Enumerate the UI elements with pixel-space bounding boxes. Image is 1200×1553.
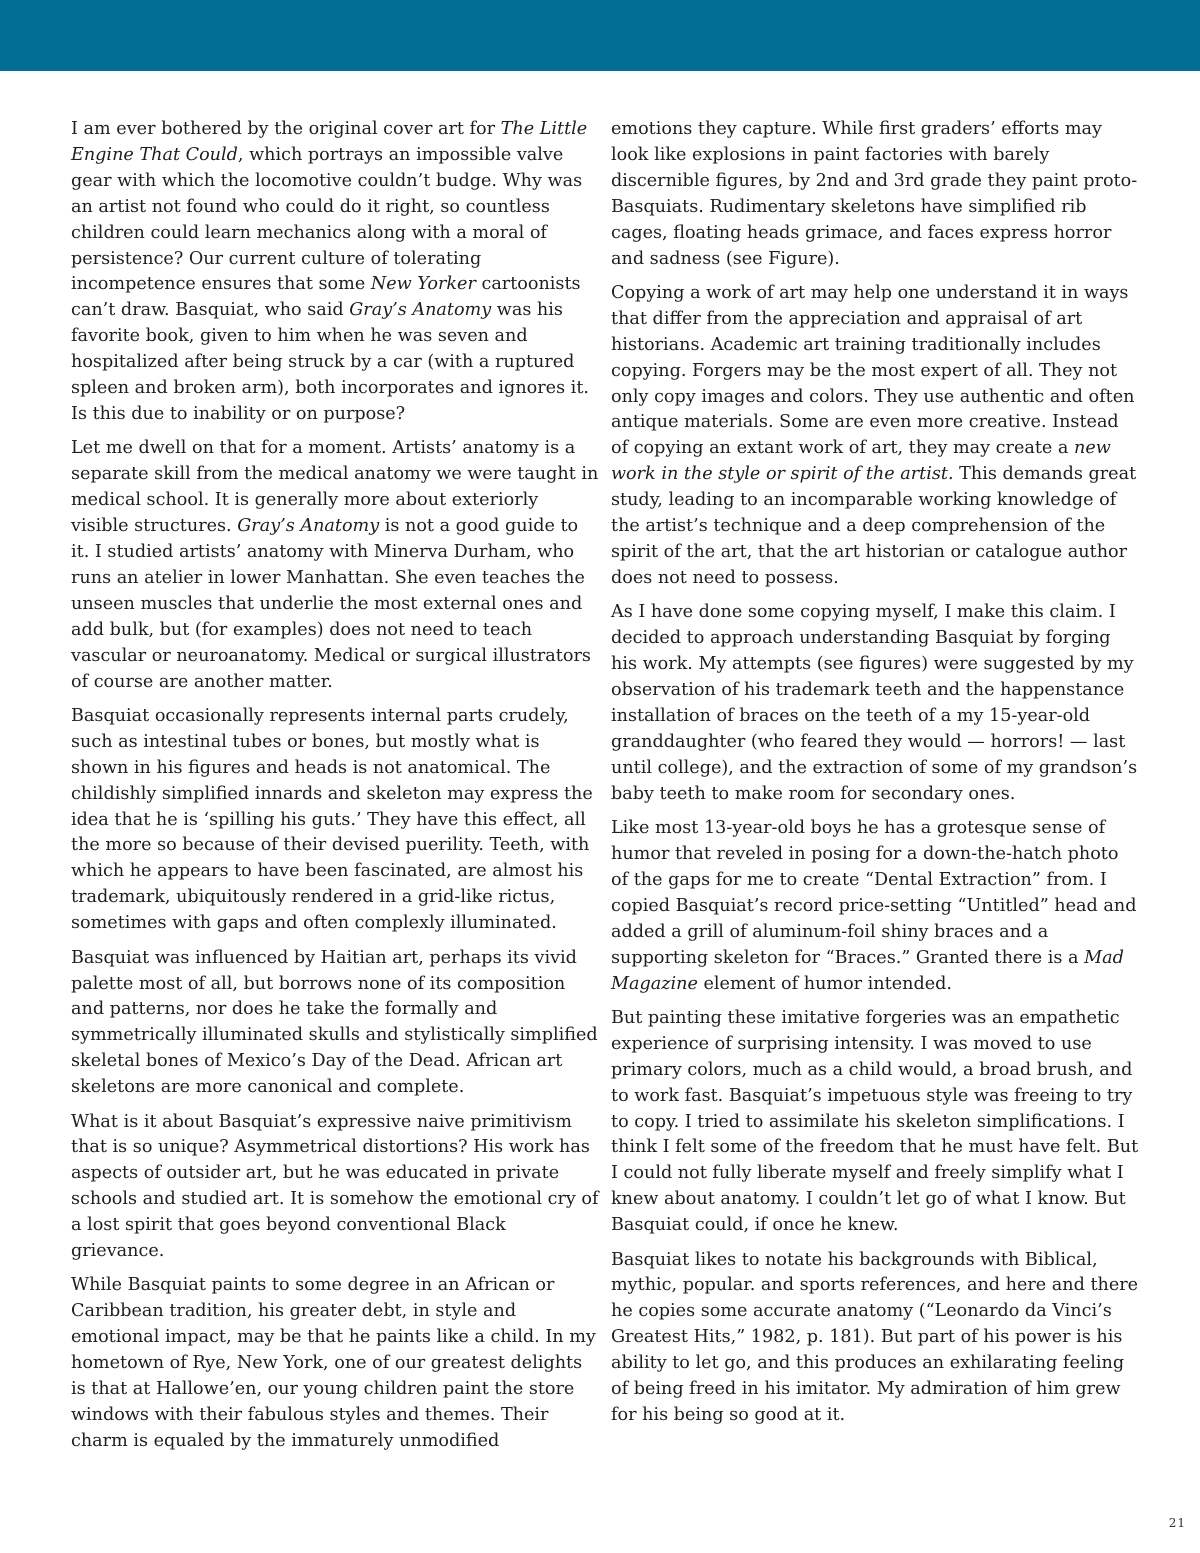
text-run: is not a good guide to it. I studied artists’ anatomy with Minerva Durham, who runs an atelier in lower Manhattan. She even teaches the unseen muscles that underlie the most external ones and add bulk, but (for examples) does not need to teach vascular or neuroanatomy. Medical or surgical illustrators of course are another matter. (71, 516, 591, 692)
text-run: As I have done some copying myself, I make this claim. I decided to approach understanding Basquiat by forging his work. My attempts (see figures) were suggested by my observation of his trademark teeth and the happenstance installation of braces on the teeth of a my 15-year-old granddaughter (who feared they would — horrors! — last until college), and the extraction of some of my grandson’s baby teeth to make room for secondary ones. (611, 602, 1138, 804)
text-run: Let me dwell on that for a moment. Artists’ anatomy is a separate skill from the medical anatomy we were taught in medical school. It is generally more about exteriorly visible structures. (71, 438, 599, 537)
left-column (71, 117, 599, 1463)
italic-text: Gray’s Anatomy (349, 300, 492, 321)
paragraph (611, 816, 1139, 997)
italic-text: new work in the style or spirit of the artist (611, 438, 1111, 485)
text-run: I am ever bothered by the original cover art for (71, 119, 501, 139)
text-run: element of humor intended. (697, 973, 952, 994)
text-run: But painting these imitative forgeries was an empathetic experience of surprising intensity. I was moved to use primary colors, much as a child would, a broad brush, and to work fast. Basquiat’s impetuous style was freeing to try to copy. I tried to assimilate his skeleton simplifications. I think I felt some of the freedom that he must have felt. But I could not fully liberate myself and freely simplify what I knew about anatomy. I couldn’t let go of what I know. But Basquiat could, if once he knew. (611, 1007, 1139, 1236)
text-run: What is it about Basquiat’s expressive naive primitivism that is so unique? Asymmetrical distortions? His work has aspects of outsider art, but he was educated in private schools and studied art. It is somehow the emotional cry of a lost spirit that goes beyond conventional Black grievance. (71, 1111, 599, 1262)
text-run: , which portrays an impossible valve gear with which the locomotive couldn’t budge. Why was an artist not found who could do it right, so countless children could learn mechanics along with a moral of persistence? Our current culture of tolerating incompetence ensures that some (71, 144, 583, 295)
text-run: While Basquiat paints to some degree in an African or Caribbean tradition, his greater debt, in style and emotional impact, may be that he paints like a child. In my hometown of Rye, New York, one of our greatest delights is that at Hallowe’en, our young children paint the store windows with their fabulous styles and themes. Their charm is equaled by the immaturely unmodified (71, 1275, 596, 1451)
text-run: . This demands great study, leading to an incomparable working knowledge of the artist’s technique and a deep comprehension of the spirit of the art, that the art historian or catalogue author does not need to possess. (611, 464, 1137, 588)
right-column (611, 117, 1139, 1437)
italic-text: The Little Engine That Could (71, 119, 588, 165)
paragraph (71, 1273, 599, 1454)
text-run: Basquiat occasionally represents internal parts crudely, such as intestinal tubes or bones, but mostly what is shown in his figures and heads is not anatomical. The childishly simplified innards and skeleton may express the idea that he is ‘spilling his guts.’ They have this effect, all the more so because of their devised puerility. Teeth, with which he appears to have been fascinated, are almost his trademark, ubiquitously rendered in a grid-like rictus, sometimes with gaps and often complexly illuminated. (71, 705, 593, 934)
text-run: Like most 13-year-old boys he has a grotesque sense of humor that reveled in posing for a down-the-hatch photo of the gaps for me to create “Dental Extraction” from. I copied Basquiat’s record price-setting “Untitled” head and added a grill of aluminum-foil shiny braces and a supporting skeleton for “Braces.” Granted there is a (611, 818, 1137, 968)
paragraph (611, 281, 1139, 592)
text-run: emotions they capture. While first graders’ efforts may look like explosions in paint factories with barely discernible figures, by 2nd and 3rd grade they paint proto-Basquiats. Rudimentary skeletons have simplified rib cages, floating heads grimace, and faces express horror and sadness (see Figure). (611, 119, 1138, 269)
text-run: Copying a work of art may help one understand it in ways that differ from the appreciation and appraisal of art historians. Academic art training traditionally includes copying. Forgers may be the most expert of all. They not only copy images and colors. They use authentic and often antique materials. Some are even more creative. Instead of copying an extant work of art, they may create a (611, 282, 1135, 459)
header-color-bar (0, 0, 1200, 71)
paragraph (611, 1006, 1139, 1239)
italic-text: Gray’s Anatomy (237, 516, 380, 537)
paragraph (611, 1248, 1139, 1429)
italic-text: Mad Magazine (611, 947, 1124, 994)
text-run: Basquiat likes to notate his backgrounds with Biblical, mythic, popular. and sports references, and here and there he copies some accurate anatomy (“Leonardo da Vinci’s Greatest Hits,” 1982, p. 181). But part of his power is his ability to let go, and this produces an exhilarating feeling of being freed in his imitator. My admiration of him grew for his being so good at it. (611, 1249, 1139, 1425)
text-run: was his favorite book, given to him when he was seven and hospitalized after being struck by a car (with a ruptured spleen and broken arm), both incorporates and ignores it. Is this due to inability or on purpose? (71, 300, 589, 424)
paragraph (71, 1110, 599, 1265)
paragraph (71, 117, 599, 428)
text-run: Basquiat was influenced by Haitian art, perhaps its vivid palette most of all, but borrows none of its composition and patterns, nor does he take the formally and symmetrically illuminated skulls and stylistically simplified skeletal bones of Mexico’s Day of the Dead. African art skeletons are more canonical and complete. (71, 947, 598, 1098)
paragraph (611, 600, 1139, 807)
paragraph (71, 946, 599, 1101)
text-run: cartoonists can’t draw. Basquiat, who said (71, 274, 581, 321)
paragraph (71, 436, 599, 695)
paragraph (71, 704, 599, 937)
page-number: 21 (1168, 1516, 1186, 1530)
italic-text: New Yorker (370, 274, 476, 295)
paragraph (611, 117, 1139, 272)
